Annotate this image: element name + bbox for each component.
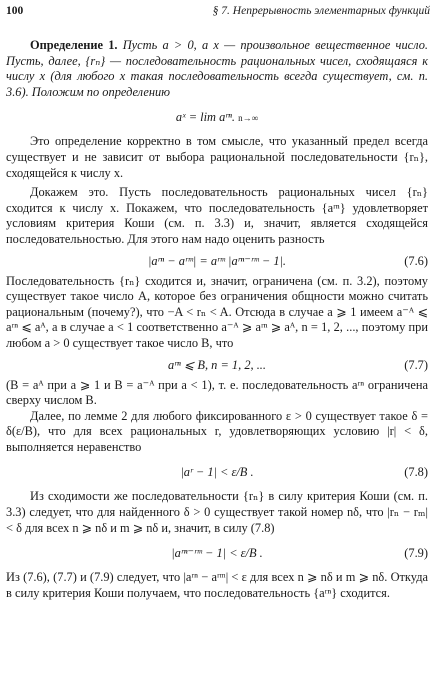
definition-formula [6,102,428,132]
equation-7-9-expr: |aʳⁿ⁻ʳᵐ − 1| < ε/B . [171,546,263,561]
equation-7-7-expr: aʳⁿ ⩽ B, n = 1, 2, ... [167,357,267,372]
page-content [6,38,428,601]
formula-limit-subscript: n→∞ [238,113,259,124]
equation-7-8-number: (7.8) [404,465,428,480]
paragraph-3: Последовательность {rₙ} сходится и, значит, ограничена (см. п. 3.2), поэтому существует такое число A, которое без ограничения общности можно считать рациональным (почему?), что −A < rₙ < A. Отсюда в случае a ⩾ 1 имеем a⁻ᴬ ⩽ aʳⁿ ⩽ aᴬ, а в случае a < 1 соответственно a⁻ᴬ ⩾ aʳⁿ ⩾ aᴬ, n = 1, 2, ..., поэтому при любом a > 0 существует такое число B, что [6,273,428,350]
paragraph-4: (B = aᴬ при a ⩾ 1 и B = a⁻ᴬ при a < 1), т. е. последовательность aʳⁿ ограничена сверху числом B. [6,377,428,408]
equation-7-7-number: (7.7) [404,357,428,372]
equation-7-6-number: (7.6) [404,253,428,268]
equation-7-8-expr: |aʳ − 1| < ε/B . [180,465,254,480]
page-header [6,3,430,21]
equation-7-9-number: (7.9) [404,546,428,561]
paragraph-7: Из (7.6), (7.7) и (7.9) следует, что |aʳⁿ − aʳᵐ| < ε для всех n ⩾ nδ и m ⩾ nδ. Откуда в силу критерия Коши получаем, что последовательность {aʳⁿ} сходится. [6,570,428,600]
equation-7-6 [6,250,428,272]
paragraph-2: Докажем это. Пусть последовательность рациональных чисел {rₙ} сходится к числу x. Покажем, что последовательность {aʳⁿ} удовлетворяет условиям критерия Коши (см. п. 3.3) и, значит, является сходящейся последовательностью. Для этого нам надо оценить разность [6,185,428,246]
formula-expr: aˣ = lim aʳⁿ. [175,110,236,125]
paragraph-1: Это определение корректно в том смысле, что указанный предел всегда существует и не зависит от выбора рациональной последовательности {rₙ}, сходящейся к числу x. [6,134,428,180]
paragraph-6: Из сходимости же последовательности {rₙ} в силу критерия Коши (см. п. 3.3) следует, что для найденного δ > 0 существует такой номер nδ, что |rₙ − rₘ| < δ для всех n ⩾ nδ и m ⩾ nδ и, значит, в силу (7.8) [6,489,428,535]
paragraph-5: Далее, по лемме 2 для любого фиксированного ε > 0 существует такое δ = δ(ε/B), что для всех рациональных r, удовлетворяющих условию |r| < δ, выполняется неравенство [6,408,428,454]
definition-text: Пусть a > 0, a x — произвольное вещественное число. Пусть, далее, {rₙ} — последовательность рациональных чисел, сходящаяся к числу x (для любого x такая последовательность всегда существует, см. п. 3.6). Положим по определению [6,38,428,99]
definition-paragraph [6,38,428,100]
equation-7-9 [6,538,428,568]
running-title: § 7. Непрерывность элементарных функций [212,5,430,17]
definition-label: Определение 1. [30,38,118,52]
equation-7-7 [6,354,428,376]
page-number: 100 [6,5,24,17]
equation-7-8 [6,457,428,487]
equation-7-6-expr: |aʳⁿ − aʳᵐ| = aʳᵐ |aʳⁿ⁻ʳᵐ − 1|. [147,253,287,268]
